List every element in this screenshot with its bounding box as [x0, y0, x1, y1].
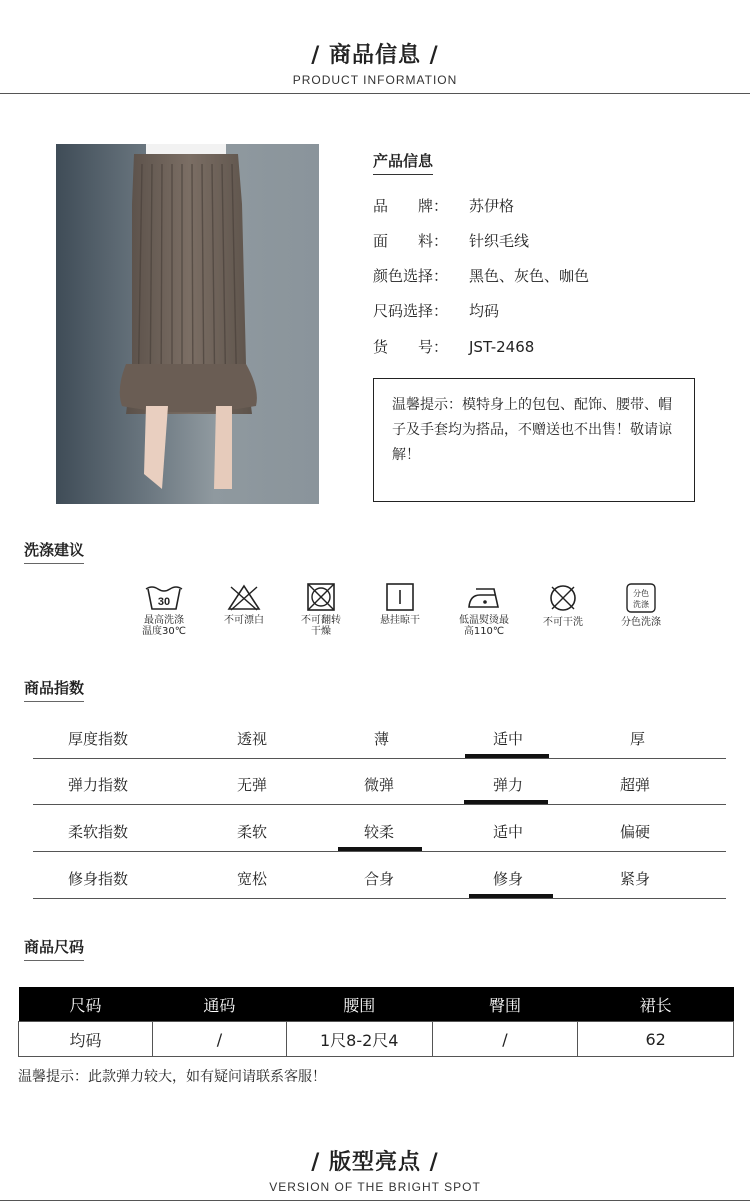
- notice-box: 温馨提示：模特身上的包包、配饰、腰带、帽子及手套均为搭品，不赠送也不出售！敬请谅解！: [373, 378, 695, 502]
- info-value: 针织毛线: [469, 232, 530, 250]
- section-title: / 版型亮点 /: [311, 1149, 439, 1175]
- table-row: [19, 1022, 734, 1057]
- info-row-brand: [373, 195, 514, 216]
- size-cell: /: [432, 1022, 578, 1057]
- info-row-sku: [373, 336, 534, 357]
- info-value: 均码: [469, 302, 500, 320]
- info-row-colors: [373, 265, 589, 286]
- info-key: 尺码选择：: [373, 302, 449, 320]
- care-label: 不可漂白: [224, 615, 264, 626]
- low-iron-icon: [466, 583, 502, 611]
- info-row-material: [373, 230, 529, 251]
- skirt-illustration: [56, 144, 319, 504]
- size-col-header: 臀围: [432, 987, 578, 1022]
- no-dry-clean-icon: [548, 583, 578, 613]
- care-item-hang-dry: [360, 583, 440, 626]
- info-value: JST-2468: [469, 338, 535, 356]
- wash-30-icon: [144, 583, 184, 611]
- index-option: 超弹: [620, 776, 651, 794]
- size-cell: 1尺8-2尺4: [286, 1022, 432, 1057]
- index-option: 适中: [493, 823, 524, 841]
- index-option: 偏硬: [620, 823, 651, 841]
- index-option-selected: 适中: [493, 730, 524, 748]
- info-value: 苏伊格: [469, 197, 515, 215]
- care-label: 分色洗涤: [621, 617, 661, 628]
- care-label: 低温熨烫最: [459, 615, 509, 626]
- care-label: 不可干洗: [543, 617, 583, 628]
- svg-text:洗涤: 洗涤: [633, 600, 649, 609]
- info-value: 黑色、灰色、咖色: [469, 267, 590, 285]
- care-item-no-tumble: [281, 583, 361, 637]
- size-cell: /: [152, 1022, 286, 1057]
- svg-text:分色: 分色: [633, 589, 649, 598]
- size-cell: 62: [578, 1022, 734, 1057]
- index-name: 修身指数: [68, 870, 129, 888]
- section-header-highlights: [0, 1145, 750, 1194]
- index-option: 厚: [630, 730, 646, 748]
- index-option-selected: 修身: [493, 870, 524, 888]
- index-selected-bar: [338, 847, 422, 851]
- care-label: 温度30℃: [142, 626, 186, 637]
- index-option: 微弹: [364, 776, 395, 794]
- care-label: 不可翻转: [301, 615, 341, 626]
- index-row-thickness: [33, 712, 726, 759]
- index-selected-bar: [464, 800, 548, 804]
- no-bleach-icon: [227, 583, 261, 611]
- size-table: [18, 987, 734, 1057]
- care-item-wash-30: [124, 583, 204, 637]
- index-row-softness: [33, 805, 726, 852]
- index-option-selected: 较柔: [364, 823, 395, 841]
- index-option: 宽松: [237, 870, 268, 888]
- size-table-header: [19, 987, 734, 1022]
- size-col-header: 裙长: [578, 987, 734, 1022]
- index-option: 柔软: [237, 823, 268, 841]
- care-item-no-dry-clean: [523, 583, 603, 628]
- index-row-fit: [33, 852, 726, 899]
- section-subtitle: VERSION OF THE BRIGHT SPOT: [269, 1180, 481, 1194]
- index-option: 无弹: [237, 776, 268, 794]
- size-cell: 均码: [19, 1022, 153, 1057]
- size-col-header: 腰围: [286, 987, 432, 1022]
- index-name: 弹力指数: [68, 776, 129, 794]
- svg-text:30: 30: [157, 596, 171, 608]
- info-key: 面 料：: [373, 232, 449, 250]
- care-label: 高110℃: [463, 626, 505, 637]
- index-option: 合身: [364, 870, 395, 888]
- index-option: 紧身: [620, 870, 651, 888]
- index-option-selected: 弹力: [493, 776, 524, 794]
- index-option: 透视: [237, 730, 268, 748]
- index-name: 柔软指数: [68, 823, 129, 841]
- info-key: 货 号：: [373, 338, 449, 356]
- no-tumble-dry-icon: [306, 583, 336, 611]
- care-item-no-bleach: [204, 583, 284, 626]
- size-col-header: 通码: [152, 987, 286, 1022]
- info-key: 品 牌：: [373, 197, 449, 215]
- product-photo: [56, 144, 319, 504]
- section-subtitle: PRODUCT INFORMATION: [292, 73, 458, 87]
- care-item-wash-separately: [601, 583, 681, 628]
- wash-separately-icon: [626, 583, 656, 613]
- divider: [0, 1200, 750, 1201]
- section-title: / 商品信息 /: [311, 42, 439, 68]
- size-col-header: 尺码: [19, 987, 153, 1022]
- index-selected-bar: [469, 894, 553, 898]
- product-info-heading: 产品信息: [373, 150, 433, 175]
- section-header-product-info: [0, 38, 750, 87]
- divider: [0, 93, 750, 94]
- index-option: 薄: [374, 730, 390, 748]
- index-name: 厚度指数: [68, 730, 129, 748]
- care-label: 最高洗涤: [144, 615, 184, 626]
- index-row-elasticity: [33, 758, 726, 805]
- care-heading: 洗涤建议: [24, 539, 84, 564]
- size-heading: 商品尺码: [24, 936, 84, 961]
- care-item-low-iron: [444, 583, 524, 637]
- care-label: 悬挂晾干: [380, 615, 420, 626]
- hang-dry-icon: [386, 583, 414, 611]
- info-row-sizes: [373, 300, 499, 321]
- size-tip: 温馨提示：此款弹力较大，如有疑问请联系客服！: [18, 1069, 326, 1085]
- care-label: 干燥: [311, 626, 331, 637]
- index-heading: 商品指数: [24, 677, 84, 702]
- info-key: 颜色选择：: [373, 267, 449, 285]
